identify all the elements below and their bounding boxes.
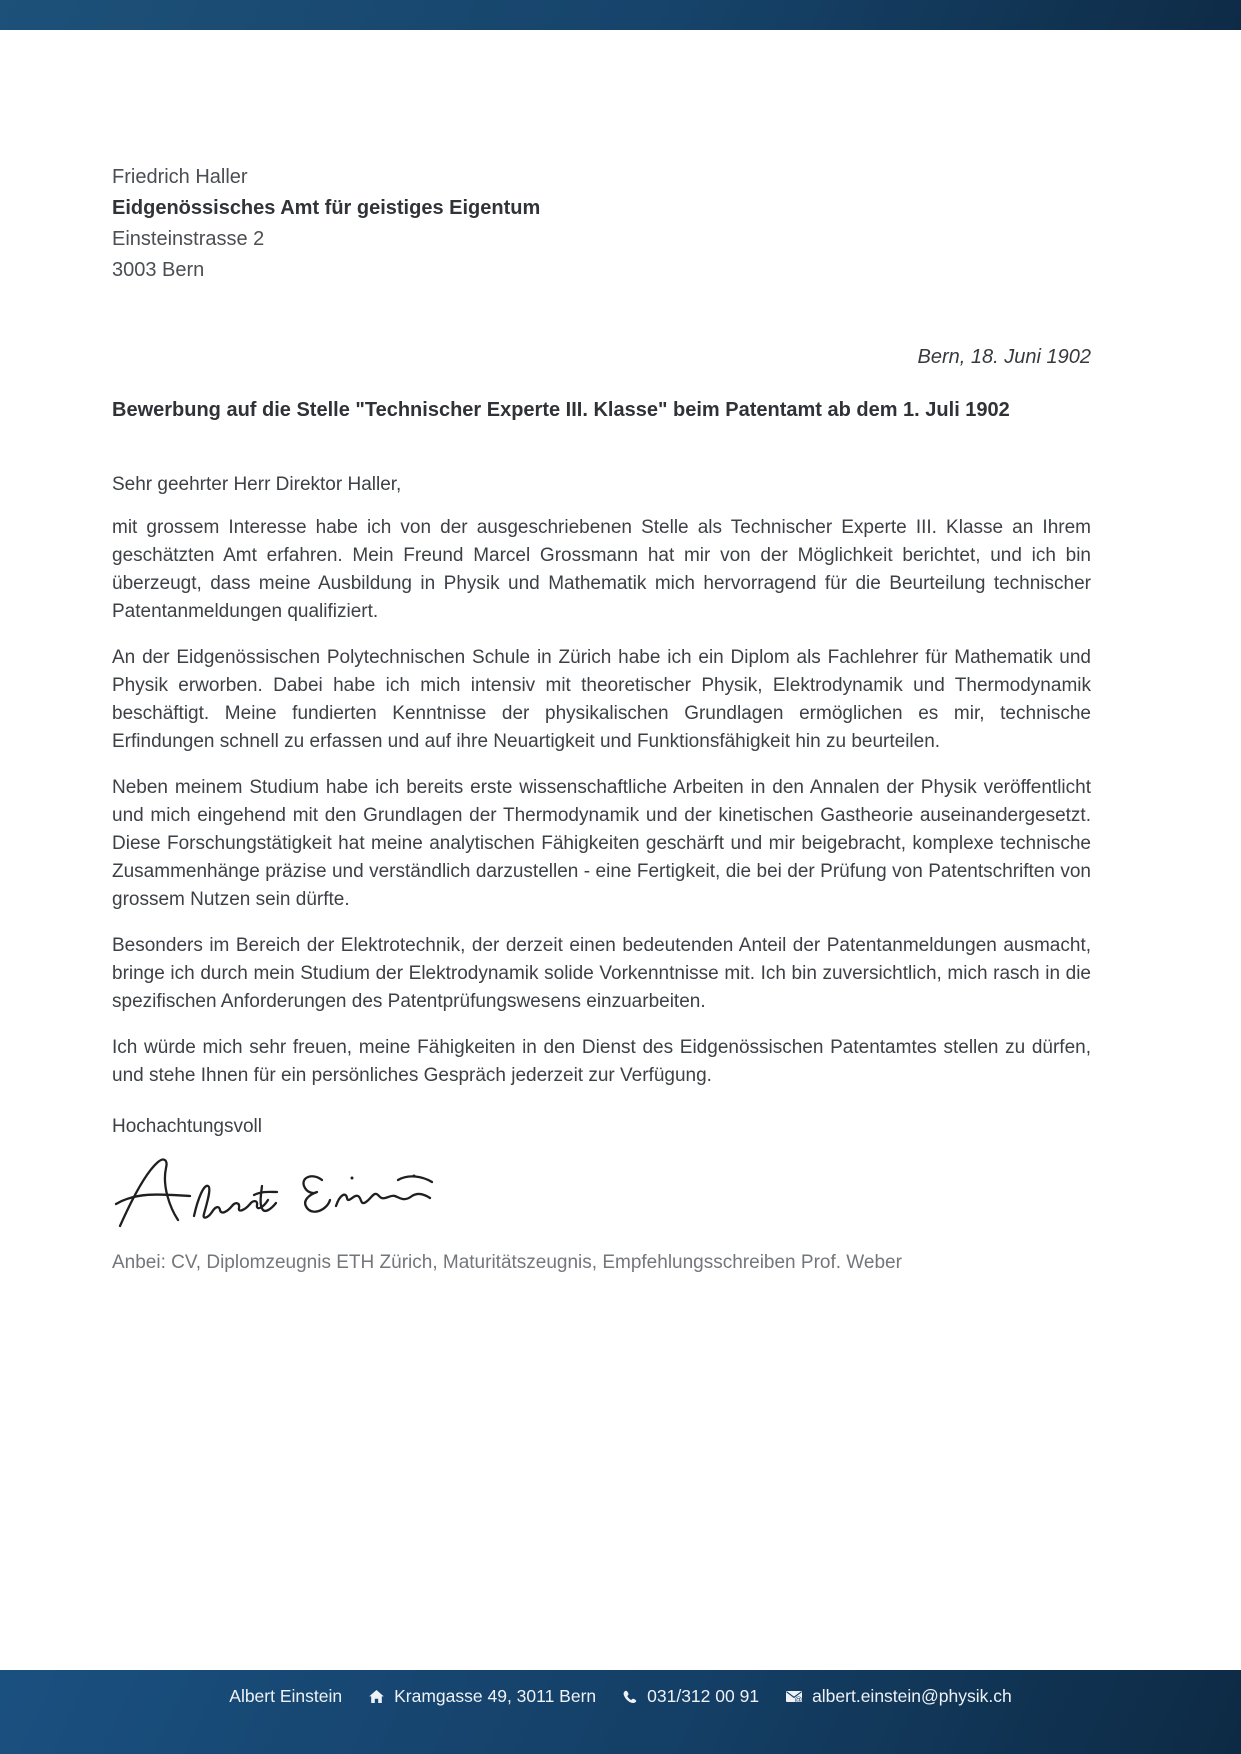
phone-icon	[622, 1689, 638, 1705]
enclosure-line: Anbei: CV, Diplomzeugnis ETH Zürich, Maturitätszeugnis, Empfehlungsschreiben Prof. Weber	[112, 1252, 902, 1273]
paragraph-3: Neben meinem Studium habe ich bereits erste wissenschaftliche Arbeiten in den Annalen der Physik veröffentlicht und mich eingehend mit den Grundlagen der Thermodynamik und der kinetischen Gastheorie auseinandergesetzt. Diese Forschungstätigkeit hat meine analytischen Fähigkeiten geschärft und mir beigebracht, komplexe technische Zusammenhänge präzise und verständlich darzustellen - eine Fertigkeit, die bei der Prüfung von Patentschriften von grossem Nutzen sein dürfte.	[112, 777, 1091, 910]
salutation: Sehr geehrter Herr Direktor Haller,	[112, 474, 402, 495]
subject-line: Bewerbung auf die Stelle "Technischer Experte III. Klasse" beim Patentamt ab dem 1. Juli 1902	[112, 399, 1010, 421]
footer-name: Albert Einstein	[229, 1686, 343, 1706]
recipient-city: 3003 Bern	[112, 259, 205, 281]
paragraph-4: Besonders im Bereich der Elektrotechnik, der derzeit einen bedeutenden Anteil der Patentanmeldungen ausmacht, bringe ich durch mein Studium der Elektrodynamik solide Vorkenntnisse mit. Ich bin zuversichtlich, mich rasch in die spezifischen Anforderungen des Patentprüfungswesens einzuarbeiten.	[112, 935, 1091, 1012]
paragraph-5: Ich würde mich sehr freuen, meine Fähigkeiten in den Dienst des Eidgenössischen Patentamtes stellen zu dürfen, und stehe Ihnen für ein persönliches Gespräch jederzeit zur Verfügung.	[112, 1037, 1091, 1086]
letter-page	[0, 162, 1241, 1274]
home-icon	[368, 1689, 385, 1705]
recipient-organization: Eidgenössisches Amt für geistiges Eigentum	[112, 197, 541, 219]
recipient-street: Einsteinstrasse 2	[112, 228, 265, 250]
closing-phrase: Hochachtungsvoll	[112, 1116, 262, 1137]
top-accent-bar	[0, 0, 1241, 30]
footer-contact-row	[0, 1686, 1241, 1707]
footer-bar	[0, 1670, 1241, 1754]
svg-text:@: @	[794, 1695, 803, 1704]
footer-address: Kramgasse 49, 3011 Bern	[368, 1686, 596, 1707]
footer-email: @ albert.einstein@physik.ch	[785, 1686, 1012, 1707]
recipient-address-block	[112, 162, 1091, 286]
footer-phone: 031/312 00 91	[622, 1686, 759, 1707]
letter-body	[112, 514, 1091, 1090]
recipient-name: Friedrich Haller	[112, 166, 248, 188]
paragraph-2: An der Eidgenössischen Polytechnischen Schule in Zürich habe ich ein Diplom als Fachlehrer für Mathematik und Physik erworben. Dabei habe ich mich intensiv mit theoretischer Physik, Elektrodynamik und Thermodynamik beschäftigt. Meine fundierten Kenntnisse der physikalischen Grundlagen ermöglichen es mir, technische Erfindungen schnell zu erfassen und auf ihre Neuartigkeit und Funktionsfähigkeit hin zu beurteilen.	[112, 647, 1091, 752]
date-line: Bern, 18. Juni 1902	[917, 346, 1091, 368]
handwritten-signature	[114, 1150, 1091, 1238]
envelope-icon	[785, 1689, 803, 1704]
paragraph-1: mit grossem Interesse habe ich von der ausgeschriebenen Stelle als Technischer Experte III. Klasse an Ihrem geschätzten Amt erfahren. Mein Freund Marcel Grossmann hat mir von der Möglichkeit berichtet, und ich bin überzeugt, dass meine Ausbildung in Physik und Mathematik mich hervorragend für die Beurteilung technischer Patentanmeldungen qualifiziert.	[112, 517, 1091, 622]
